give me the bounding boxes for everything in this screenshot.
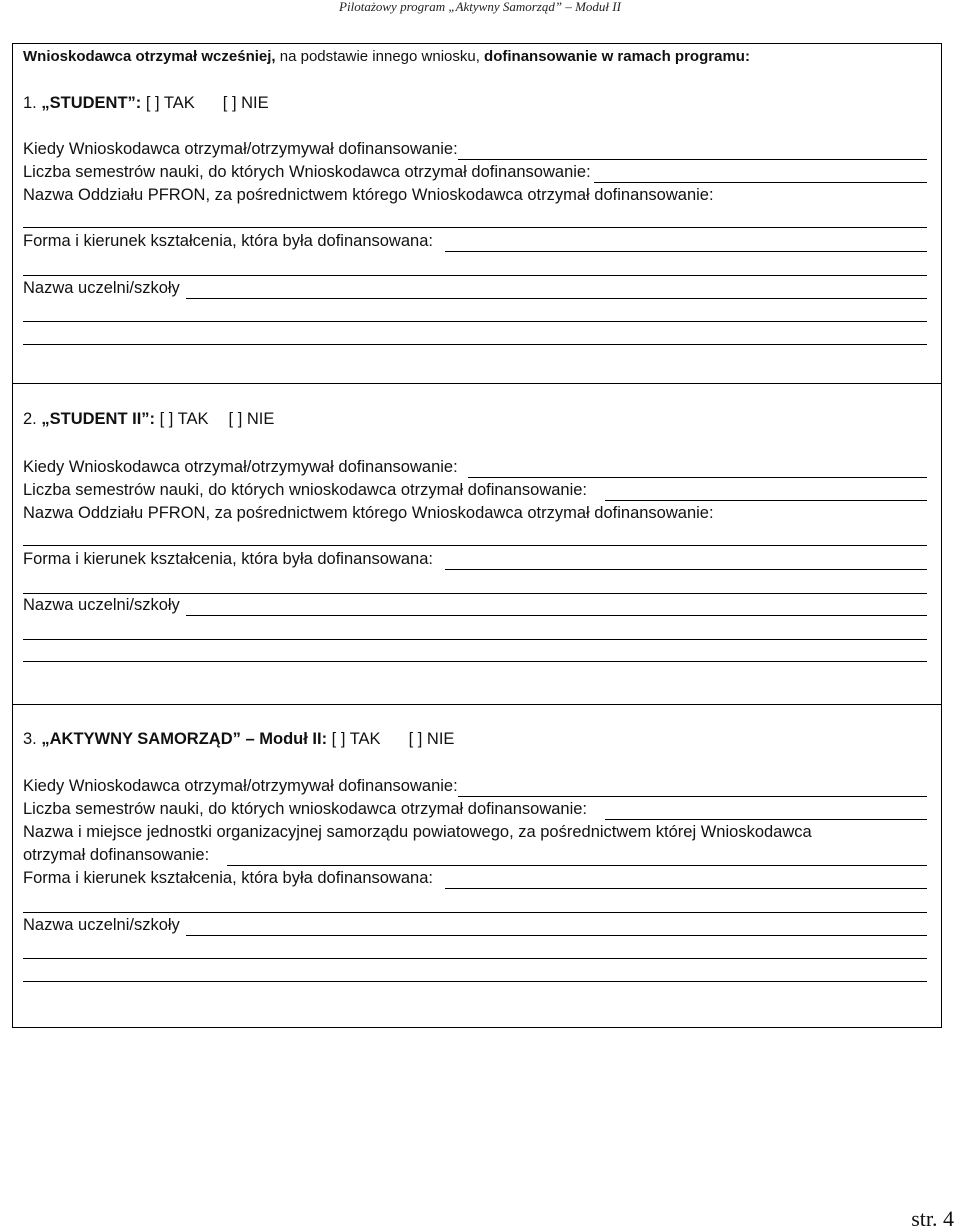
field-label: Forma i kierunek kształcenia, która była dofinansowana: <box>23 550 433 568</box>
field-label: Kiedy Wnioskodawca otrzymał/otrzymywał dofinansowanie: <box>23 140 458 158</box>
school-name-input-2[interactable] <box>23 619 927 640</box>
pfron-branch-label <box>23 184 927 206</box>
education-form-extra <box>23 254 927 276</box>
school-name-input[interactable] <box>186 595 927 616</box>
program-number: 2. <box>23 410 37 428</box>
semesters-input[interactable] <box>605 799 927 820</box>
education-form-input-2[interactable] <box>23 573 927 594</box>
education-form-input[interactable] <box>445 868 927 889</box>
field-label: Forma i kierunek kształcenia, która była dofinansowana: <box>23 232 433 250</box>
education-form-input[interactable] <box>445 549 927 570</box>
education-form-input[interactable] <box>445 231 927 252</box>
education-form-extra <box>23 572 927 594</box>
page-number: str. 4 <box>911 1206 954 1231</box>
local-unit-label <box>23 821 927 843</box>
field-label: otrzymał dofinansowanie: <box>23 846 210 864</box>
when-funded-field <box>23 456 927 478</box>
local-unit-input[interactable] <box>227 845 927 866</box>
field-label: Kiedy Wnioskodawca otrzymał/otrzymywał dofinansowanie: <box>23 458 458 476</box>
section-aktywny-samorzad <box>13 705 941 1027</box>
program-heading <box>23 92 927 114</box>
when-funded-input[interactable] <box>458 139 927 160</box>
school-name-extra-1 <box>23 937 927 959</box>
field-label: Liczba semestrów nauki, do których Wnioskodawca otrzymał dofinansowanie: <box>23 163 591 181</box>
semesters-field <box>23 479 927 501</box>
program-heading <box>23 728 927 750</box>
nie-checkbox[interactable]: [ ] NIE <box>228 410 275 428</box>
nie-checkbox[interactable]: [ ] NIE <box>408 730 455 748</box>
school-name-extra-2 <box>23 960 927 982</box>
intro-bold-2: dofinansowanie w ramach programu: <box>479 48 750 65</box>
program-number: 1. <box>23 94 37 112</box>
semesters-input[interactable] <box>605 480 927 501</box>
program-colon: : <box>135 94 142 112</box>
school-name-input-2[interactable] <box>23 938 927 959</box>
nie-checkbox[interactable]: [ ] NIE <box>222 94 269 112</box>
school-name-input-2[interactable] <box>23 301 927 322</box>
program-heading <box>23 408 927 430</box>
school-name-extra-2 <box>23 640 927 662</box>
program-colon: : <box>149 410 156 428</box>
field-label: Nazwa Oddziału PFRON, za pośrednictwem którego Wnioskodawca otrzymał dofinansowanie: <box>23 186 714 204</box>
local-unit-field <box>23 844 927 866</box>
previous-funding-form <box>12 43 942 1028</box>
pfron-branch-input[interactable] <box>23 207 927 228</box>
school-name-field <box>23 914 927 936</box>
program-number: 3. <box>23 730 37 748</box>
running-header-title: Pilotażowy program „Aktywny Samorząd” – Moduł II <box>339 0 621 14</box>
intro-statement <box>23 46 927 68</box>
school-name-extra-1 <box>23 300 927 322</box>
education-form-input-2[interactable] <box>23 892 927 913</box>
program-name: „AKTYWNY SAMORZĄD” <box>41 730 241 748</box>
school-name-input[interactable] <box>186 278 927 299</box>
when-funded-input[interactable] <box>458 776 927 797</box>
school-name-input[interactable] <box>186 915 927 936</box>
tak-checkbox[interactable]: [ ] TAK <box>159 410 209 428</box>
education-form-input-2[interactable] <box>23 255 927 276</box>
pfron-branch-field <box>23 206 927 228</box>
field-label: Nazwa uczelni/szkoły <box>23 916 180 934</box>
tak-checkbox[interactable]: [ ] TAK <box>331 730 381 748</box>
field-label: Kiedy Wnioskodawca otrzymał/otrzymywał dofinansowanie: <box>23 777 458 795</box>
field-label: Liczba semestrów nauki, do których wnioskodawca otrzymał dofinansowanie: <box>23 481 588 499</box>
field-label: Nazwa i miejsce jednostki organizacyjnej samorządu powiatowego, za pośrednictwem której Wnioskodawca <box>23 823 812 841</box>
school-name-extra-1 <box>23 618 927 640</box>
section-student <box>13 44 941 384</box>
field-label: Liczba semestrów nauki, do których wnioskodawca otrzymał dofinansowanie: <box>23 800 588 818</box>
school-name-field <box>23 277 927 299</box>
school-name-input-3[interactable] <box>23 961 927 982</box>
program-name: „STUDENT II” <box>41 410 150 428</box>
school-name-input-3[interactable] <box>23 324 927 345</box>
program-name: „STUDENT” <box>41 94 136 112</box>
when-funded-input[interactable] <box>468 457 927 478</box>
intro-bold-1: Wnioskodawca otrzymał wcześniej, <box>23 48 276 65</box>
when-funded-field <box>23 138 927 160</box>
pfron-branch-input[interactable] <box>23 525 927 546</box>
pfron-branch-field <box>23 524 927 546</box>
school-name-field <box>23 594 927 616</box>
program-module: – Moduł II: <box>245 730 328 748</box>
education-form-field <box>23 867 927 889</box>
pfron-branch-label <box>23 502 927 524</box>
intro-normal: na podstawie innego wniosku, <box>275 48 480 65</box>
education-form-extra <box>23 891 927 913</box>
education-form-field <box>23 548 927 570</box>
when-funded-field <box>23 775 927 797</box>
school-name-extra-2 <box>23 323 927 345</box>
field-label: Nazwa uczelni/szkoły <box>23 596 180 614</box>
semesters-field <box>23 798 927 820</box>
field-label: Forma i kierunek kształcenia, która była dofinansowana: <box>23 869 433 887</box>
semesters-field <box>23 161 927 183</box>
education-form-field <box>23 230 927 252</box>
tak-checkbox[interactable]: [ ] TAK <box>145 94 195 112</box>
semesters-input[interactable] <box>594 162 927 183</box>
field-label: Nazwa uczelni/szkoły <box>23 279 180 297</box>
school-name-input-3[interactable] <box>23 641 927 662</box>
section-student-ii <box>13 384 941 705</box>
field-label: Nazwa Oddziału PFRON, za pośrednictwem którego Wnioskodawca otrzymał dofinansowanie: <box>23 504 714 522</box>
